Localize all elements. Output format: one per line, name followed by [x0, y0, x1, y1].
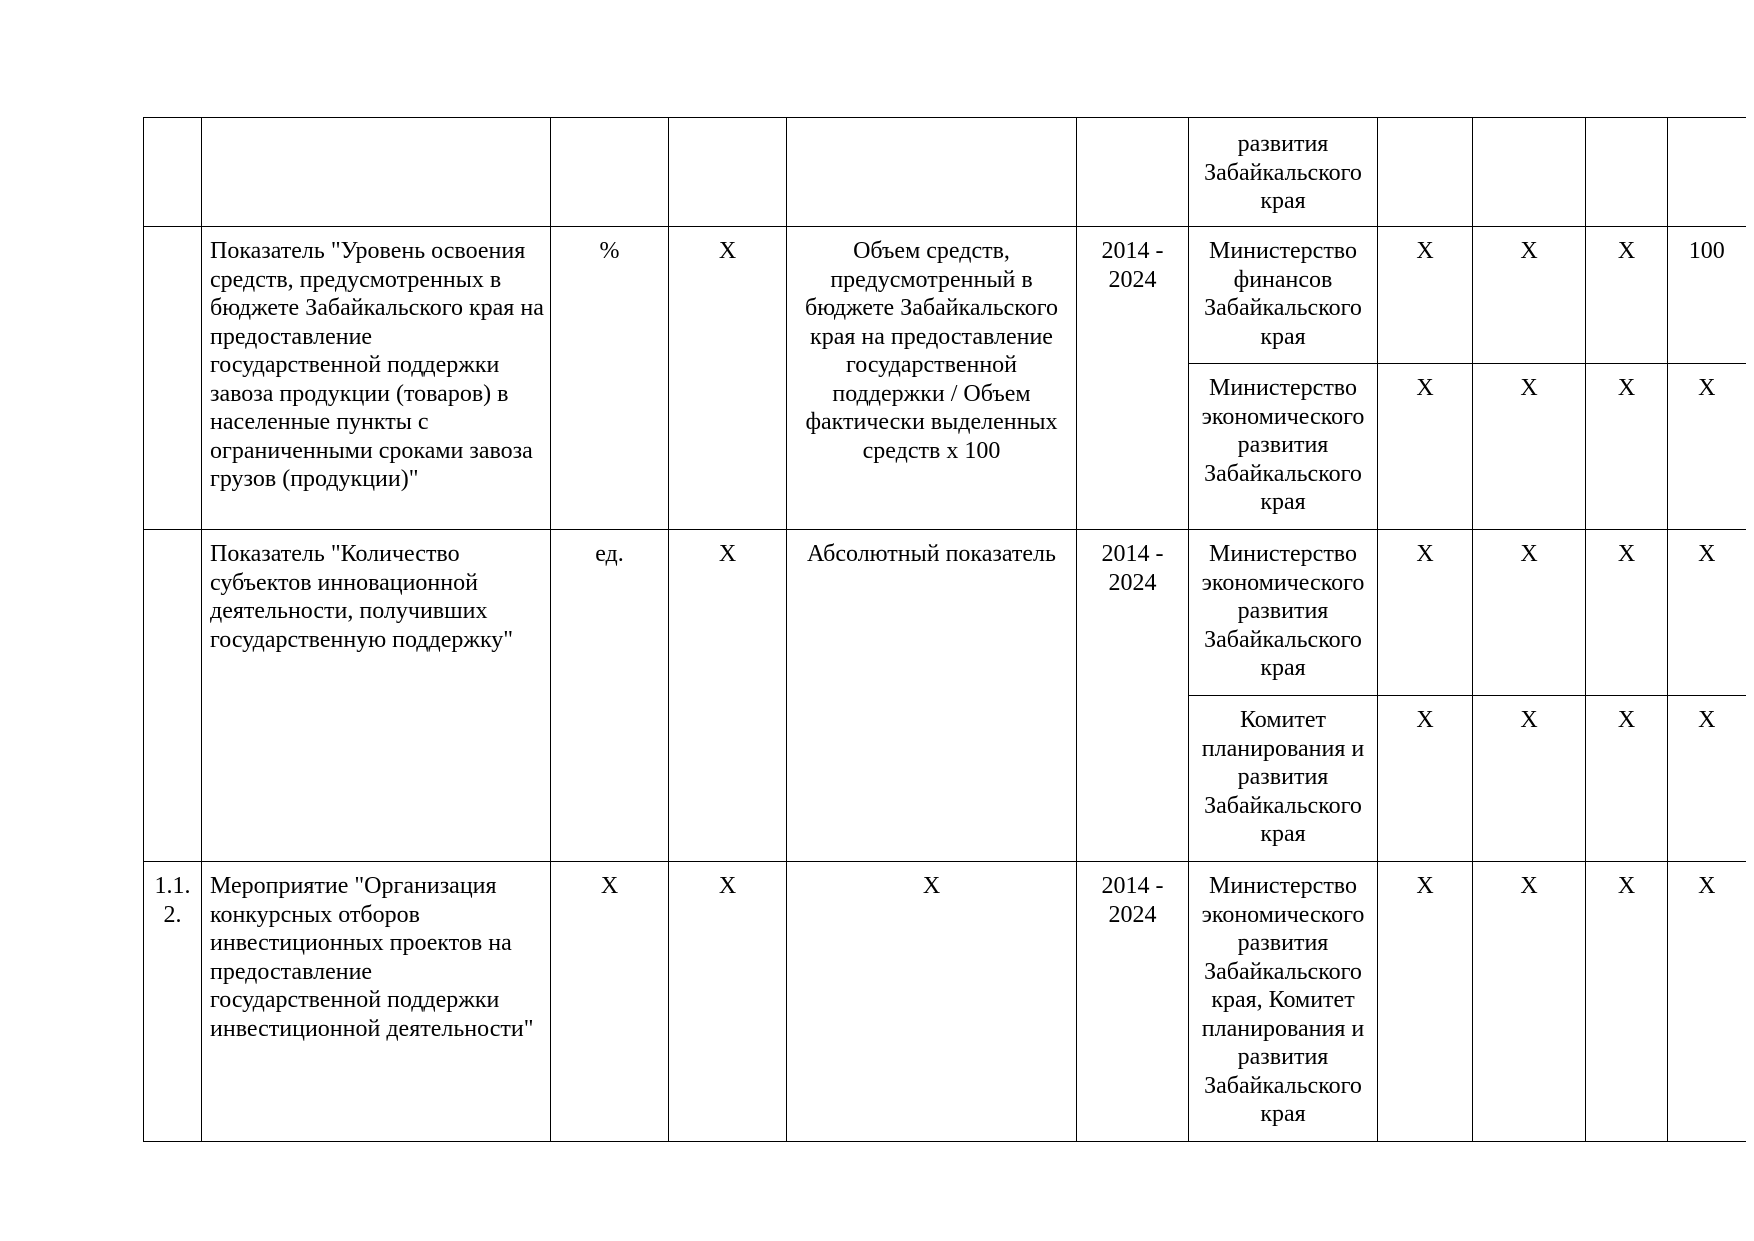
table-row: [144, 862, 1746, 1142]
cell-method: [787, 118, 1077, 227]
cell-value-4: X: [1668, 530, 1746, 696]
cell-value-1: X: [1378, 862, 1473, 1142]
cell-value-1: X: [1378, 227, 1473, 364]
cell-value-4: X: [1668, 364, 1746, 530]
cell-col4: [669, 118, 787, 227]
cell-value-2: X: [1473, 862, 1586, 1142]
cell-value-4: X: [1668, 696, 1746, 862]
cell-method: Абсолютный показатель: [787, 530, 1077, 862]
cell-executor: Комитет планирования и развития Забайкальского края: [1189, 696, 1378, 862]
cell-value-4: X: [1668, 862, 1746, 1142]
cell-unit: X: [551, 862, 669, 1142]
cell-period: 2014 - 2024: [1077, 862, 1189, 1142]
cell-name: Показатель "Количество субъектов инновационной деятельности, получивших государственную поддержку": [202, 530, 551, 862]
cell-value-3: X: [1586, 530, 1668, 696]
cell-executor: развития Забайкальского края: [1189, 118, 1378, 227]
cell-value-2: X: [1473, 530, 1586, 696]
cell-executor: Министерство экономического развития Забайкальского края: [1189, 364, 1378, 530]
cell-value-4: [1668, 118, 1746, 227]
cell-period: 2014 - 2024: [1077, 530, 1189, 862]
cell-name: [202, 118, 551, 227]
cell-method: Объем средств, предусмотренный в бюджете Забайкальского края на предоставление государственной поддержки / Объем фактически выделенных средств х 100: [787, 227, 1077, 530]
cell-number: [144, 227, 202, 530]
cell-executor: Министерство финансов Забайкальского края: [1189, 227, 1378, 364]
cell-unit: ед.: [551, 530, 669, 862]
cell-value-3: X: [1586, 862, 1668, 1142]
cell-name: Показатель "Уровень освоения средств, предусмотренных в бюджете Забайкальского края на предоставление государственной поддержки завоза продукции (товаров) в населенные пункты с ограниченными сроками завоза грузов (продукции)": [202, 227, 551, 530]
indicator-table: [143, 117, 1746, 1142]
table-row: [144, 227, 1746, 364]
cell-unit: [551, 118, 669, 227]
cell-executor: Министерство экономического развития Забайкальского края, Комитет планирования и развития Забайкальского края: [1189, 862, 1378, 1142]
cell-executor: Министерство экономического развития Забайкальского края: [1189, 530, 1378, 696]
cell-value-2: X: [1473, 364, 1586, 530]
cell-value-3: X: [1586, 696, 1668, 862]
cell-value-2: X: [1473, 696, 1586, 862]
cell-number: [144, 530, 202, 862]
cell-col4: X: [669, 862, 787, 1142]
cell-col4: X: [669, 227, 787, 530]
cell-value-1: [1378, 118, 1473, 227]
cell-value-4: 100: [1668, 227, 1746, 364]
cell-unit: %: [551, 227, 669, 530]
cell-col4: X: [669, 530, 787, 862]
cell-period: 2014 - 2024: [1077, 227, 1189, 530]
cell-value-2: [1473, 118, 1586, 227]
cell-number: [144, 118, 202, 227]
table-row: [144, 118, 1746, 227]
cell-value-1: X: [1378, 696, 1473, 862]
cell-value-3: X: [1586, 227, 1668, 364]
cell-name: Мероприятие "Организация конкурсных отборов инвестиционных проектов на предоставление государственной поддержки инвестиционной деятельности": [202, 862, 551, 1142]
table-row: [144, 530, 1746, 696]
cell-number: 1.1. 2.: [144, 862, 202, 1142]
cell-method: X: [787, 862, 1077, 1142]
cell-value-2: X: [1473, 227, 1586, 364]
cell-value-3: X: [1586, 364, 1668, 530]
cell-period: [1077, 118, 1189, 227]
cell-value-3: [1586, 118, 1668, 227]
cell-value-1: X: [1378, 530, 1473, 696]
cell-value-1: X: [1378, 364, 1473, 530]
